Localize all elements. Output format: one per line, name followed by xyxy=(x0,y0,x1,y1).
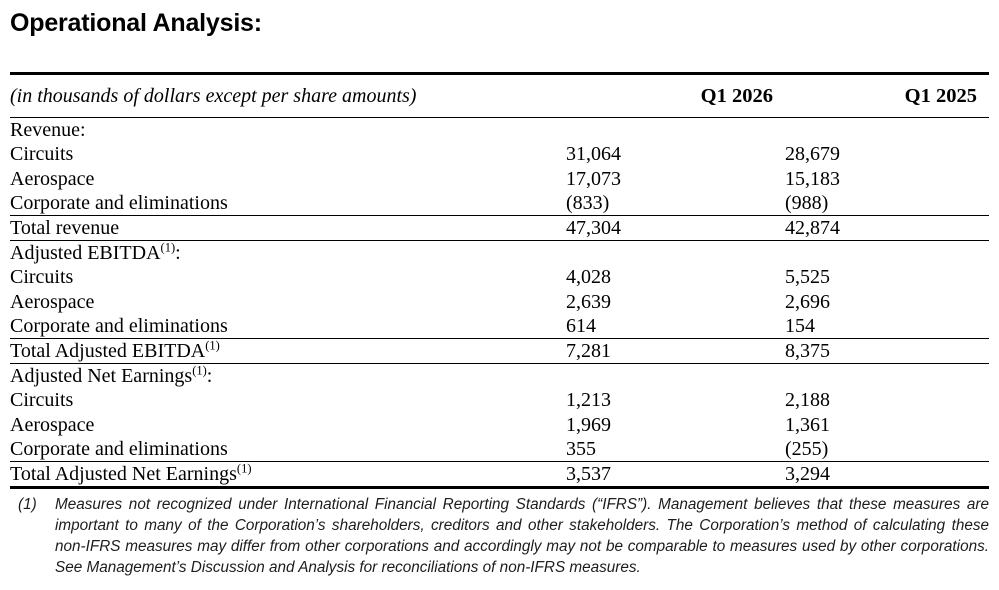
numeric-value: 2,696 xyxy=(785,290,830,313)
row-label: Corporate and eliminations xyxy=(10,437,228,460)
value-q1-2025 xyxy=(785,191,989,216)
numeric-value: 2,639 xyxy=(566,290,611,313)
value-q1-2025 xyxy=(785,437,989,462)
numeric-value: 42,874 xyxy=(785,216,840,239)
numeric-value: (255) xyxy=(785,437,829,460)
numeric-value: 154 xyxy=(785,314,815,337)
value-q1-2026 xyxy=(566,314,785,339)
numeric-value: (988) xyxy=(785,191,829,214)
total-label: Total Adjusted Net Earnings$^{(1)}$ xyxy=(10,461,252,485)
value-q1-2026 xyxy=(566,191,785,216)
numeric-value: 3,294 xyxy=(785,462,830,485)
numeric-value: 614 xyxy=(566,314,596,337)
footnote-marker: (1) xyxy=(18,495,37,513)
page-title: Operational Analysis: xyxy=(10,9,262,37)
numeric-value: 1,361 xyxy=(785,413,830,436)
footnote-ref: (1) xyxy=(205,338,220,353)
value-q1-2026 xyxy=(566,265,785,290)
total-value-q1-2026 xyxy=(566,461,785,487)
row-label: Aerospace xyxy=(10,290,95,313)
section-header-row xyxy=(10,363,989,388)
numeric-value: 2,188 xyxy=(785,389,830,412)
column-header-q1-2026: Q1 2026 xyxy=(700,84,773,107)
table-row xyxy=(10,412,989,437)
numeric-value: 1,213 xyxy=(566,389,611,412)
row-label: Aerospace xyxy=(10,167,95,190)
total-value-q1-2025 xyxy=(785,215,989,240)
numeric-value: 31,064 xyxy=(566,143,621,166)
table-row xyxy=(10,265,989,290)
numeric-value: 1,969 xyxy=(566,413,611,436)
table-caption: (in thousands of dollars except per share amounts) xyxy=(10,84,417,107)
value-q1-2026 xyxy=(566,437,785,462)
row-label: Circuits xyxy=(10,143,74,166)
table-body xyxy=(10,117,989,487)
row-label: Aerospace xyxy=(10,413,95,436)
footnote-ref: (1) xyxy=(236,461,252,476)
numeric-value: 4,028 xyxy=(566,266,611,289)
value-q1-2026 xyxy=(566,388,785,413)
numeric-value: (833) xyxy=(566,191,610,214)
section-header-row xyxy=(10,117,989,142)
row-label: Circuits xyxy=(10,266,74,289)
value-q1-2025 xyxy=(785,265,989,290)
total-row xyxy=(10,461,989,487)
numeric-value: 3,537 xyxy=(566,462,611,485)
value-q1-2026 xyxy=(566,142,785,167)
value-q1-2025 xyxy=(785,388,989,413)
numeric-value: 17,073 xyxy=(566,167,621,190)
total-value-q1-2026 xyxy=(566,338,785,363)
total-value-q1-2026 xyxy=(566,215,785,240)
footnote-ref: (1) xyxy=(160,240,176,255)
table-row xyxy=(10,191,989,216)
value-q1-2025 xyxy=(785,142,989,167)
table-row xyxy=(10,166,989,191)
footnote-ref: (1) xyxy=(192,363,207,378)
footnote-text: Measures not recognized under International Financial Reporting Standards (“IFRS”). Management believes that these measures are important to many of the Corporation’s shareholders, creditors and other stakeholders. The Corporation’s method of calculating these non-IFRS measures may differ from other corporations and accordingly may not be comparable to measures used by other corporations. See Management’s Discussion and Analysis for reconciliations of non-IFRS measures. xyxy=(55,495,989,576)
section-header: Adjusted EBITDA$^{(1)}$: xyxy=(10,240,181,264)
numeric-value: 47,304 xyxy=(566,216,621,239)
numeric-value: 7,281 xyxy=(566,339,611,362)
numeric-value: 5,525 xyxy=(785,266,830,289)
table-row xyxy=(10,388,989,413)
row-label: Corporate and eliminations xyxy=(10,191,228,214)
section-header: Revenue: xyxy=(10,118,86,141)
total-row xyxy=(10,338,989,363)
column-header-q1-2025: Q1 2025 xyxy=(904,84,977,107)
table-row xyxy=(10,437,989,462)
value-q1-2026 xyxy=(566,412,785,437)
total-value-q1-2025 xyxy=(785,461,989,487)
numeric-value: 355 xyxy=(566,437,596,460)
total-label: Total Adjusted EBITDA$^{(1)}$ xyxy=(10,338,220,362)
row-label: Corporate and eliminations xyxy=(10,314,228,337)
value-q1-2025 xyxy=(785,166,989,191)
value-q1-2025 xyxy=(785,289,989,314)
row-label: Circuits xyxy=(10,389,74,412)
total-label: Total revenue xyxy=(10,216,120,239)
table-row xyxy=(10,289,989,314)
numeric-value: 8,375 xyxy=(785,339,830,362)
value-q1-2025 xyxy=(785,412,989,437)
table-header-row xyxy=(10,73,989,117)
table-row xyxy=(10,314,989,339)
total-value-q1-2025 xyxy=(785,338,989,363)
section-header-row xyxy=(10,240,989,265)
operational-analysis-table xyxy=(10,72,989,489)
numeric-value: 28,679 xyxy=(785,143,840,166)
numeric-value: 15,183 xyxy=(785,167,840,190)
section-header: Adjusted Net Earnings$^{(1)}$: xyxy=(10,363,213,387)
total-row xyxy=(10,215,989,240)
footnote xyxy=(10,494,989,578)
value-q1-2026 xyxy=(566,166,785,191)
value-q1-2025 xyxy=(785,314,989,339)
value-q1-2026 xyxy=(566,289,785,314)
table-row xyxy=(10,142,989,167)
